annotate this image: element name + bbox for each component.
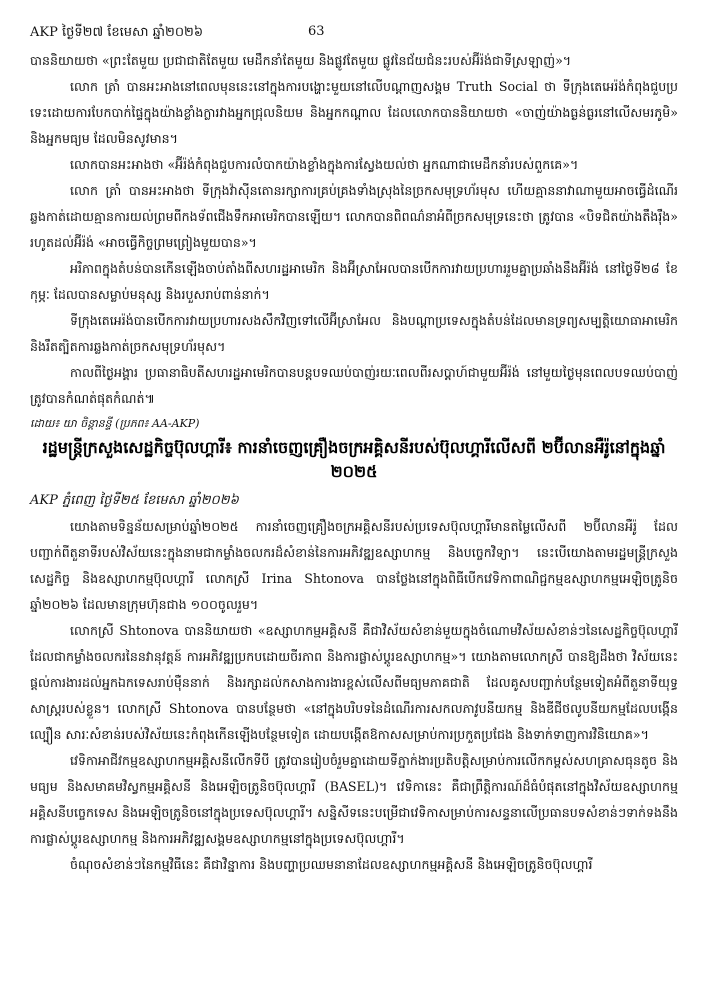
paragraph: យោងតាមទិន្នន័យសម្រាប់ឆ្នាំ២០២៥ ការនាំចេញគ្រឿងចក្រអគ្គិសនីរបស់ប្រទេសប៊ុលហ្គារីមានតម្លៃលើសពី ២ប៊ីលានអឺរ៉ូ ដែលបញ្ជាក់ពីតួនាទីរបស់វិស័យនេះក្នុងនាមជាកម្លាំងចលករដ៏សំខាន់នៃការអភិវឌ្ឍឧស្សាហកម្ម និងបច្ចេកវិទ្យា។ នេះបើយោងតាមរដ្ឋមន្ត្រីក្រសួងសេដ្ឋកិច្ច និងឧស្សាហកម្មប៊ុលហ្គារី លោកស្រី Irina Shtonova បានថ្លែងនៅក្នុងពិធីបើកវេទិកាពាណិជ្ជកម្មឧស្សាហកម្មអេឡិចត្រូនិចឆ្នាំ២០២៦ ដែលមានក្រុមហ៊ុនជាង ១០០ចូលរួម។ [30,519,678,612]
paragraph: លោក ត្រាំ បានអះអាងនៅពេលមុននេះនៅក្នុងការបង្ហោះមួយនៅលើបណ្ដាញសង្គម Truth Social ថា ទីក្រុងតេអេរ៉ង់កំពុងជួបប្រទេះដោយការបែកបាក់ផ្ទៃក្នុងយ៉ាងខ្លាំងក្លារវាងអ្នកជ្រុលនិយម និងអ្នកកណ្ដាល ដែលលោកបាននិយាយថា «ចាញ់យ៉ាងធ្ងន់ធ្ងរនៅលើសមរភូមិ» និងអ្នកមធ្យម ដែលមិនសូវមាន។ [30,79,678,146]
byline: ដោយ៖ យា ចិន្ដានន្ទី (ប្រភព៖ AA-AKP) [30,417,200,430]
paragraph: កាលពីថ្ងៃអង្គារ ប្រធានាធិបតីសហរដ្ឋអាមេរិកបានបន្តបទឈប់បាញ់រយៈពេលពីរសប្ដាហ៍ជាមួយអ៊ីរ៉ង់ នៅមួយថ្ងៃមុនពេលបទឈប់បាញ់ត្រូវបានកំណត់ផុតកំណត់៕ [30,365,678,406]
paragraph: វេទិកាអាជីវកម្មឧស្សាហកម្មអគ្គិសនីលើកទីបី ត្រូវបានរៀបចំរួមគ្នាដោយទីភ្នាក់ងារប្រតិបត្តិសម្រាប់ការលើកកម្ពស់សហគ្រាសធុនតូច និងមធ្យម និងសមាគមវិស្វកម្មអគ្គិសនី និងអេឡិចត្រូនិចប៊ុលហ្គារី (BASEL)។ វេទិកានេះ គឺជាព្រឹត្តិការណ៍ដ៏ធំបំផុតនៅក្នុងវិស័យឧស្សាហកម្មអគ្គិសនីបច្ចេកទេស និងអេឡិចត្រូនិចនៅក្នុងប្រទេសប៊ុលហ្គារី។ សន្និសីទនេះបម្រើជាវេទិកាសម្រាប់ការសន្ទនាលើប្រធានបទសំខាន់ៗទាក់ទងនឹងការផ្លាស់ប្ដូរឧស្សាហកម្ម និងការអភិវឌ្ឍសង្គមឧស្សាហកម្មនៅក្នុងប្រទេសប៊ុលហ្គារី។ [30,753,678,846]
page-header [30,24,678,48]
document-page [30,24,678,878]
paragraph: បាននិយាយថា «ព្រះតែមួយ ប្រជាជាតិតែមួយ មេដឹកនាំតែមួយ និងផ្លូវតែមួយ ផ្លូវនៃជ័យជំនះរបស់អ៊ីរ៉ង់ជាទីស្រឡាញ់»។ [30,53,572,68]
paragraph: ទីក្រុងតេអេរ៉ង់បានបើកការវាយប្រហារសងសឹកវិញទៅលើអ៊ីស្រាអែល និងបណ្ដាប្រទេសក្នុងតំបន់ដែលមានទ្រព្យសម្បត្តិយោធាអាមេរិក និងរឹតត្បិតការឆ្លងកាត់ច្រកសមុទ្រហ័រមុស។ [30,313,678,354]
page-number: 63 [308,24,325,39]
article-bulgaria [30,436,678,878]
header-date: AKP ថ្ងៃទី២៧ ខែមេសា ឆ្នាំ២០២៦ [30,25,204,40]
article-iran [30,48,678,434]
paragraph: លោក ត្រាំ បានអះអាងថា ទីក្រុងវ៉ាស៊ីនតោនរក្សាការគ្រប់គ្រងទាំងស្រុងនៃច្រកសមុទ្រហ័រមុស ហើយគ្មាននាវាណាមួយអាចធ្វើដំណើរឆ្លងកាត់ដោយគ្មានការយល់ព្រមពីកងទ័ពជើងទឹកអាមេរិកបានឡើយ។ លោកបានពិពណ៌នាអំពីច្រកសមុទ្រនេះថា ត្រូវបាន «បិទជិតយ៉ាងតឹងរ៉ឹង» រហូតដល់អ៊ីរ៉ង់ «អាចធ្វើកិច្ចព្រមព្រៀងមួយបាន»។ [30,183,678,250]
dateline: AKP ភ្នំពេញ ថ្ងៃទី២៥ ខែមេសា ឆ្នាំ២០២៦ [30,493,239,508]
paragraph: ចំណុចសំខាន់ៗនៃកម្មវិធីនេះ គឺជាវិន្នាការ និងបញ្ហាប្រឈមនានាដែលឧស្សាហកម្មអគ្គិសនី និងអេឡិចត្រូនិចប៊ុលហ្គារី [70,857,593,872]
paragraph: អរិភាពក្នុងតំបន់បានកើនឡើងចាប់តាំងពីសហរដ្ឋអាមេរិក និងអ៊ីស្រាអែលបានបើកការវាយប្រហាររួមគ្នាប្រឆាំងនឹងអ៊ីរ៉ង់ នៅថ្ងៃទី២៨ ខែកុម្ភៈ ដែលបានសម្លាប់មនុស្ស និងរបួសរាប់ពាន់នាក់។ [30,261,678,302]
paragraph: លោកបានអះអាងថា «អ៊ីរ៉ង់កំពុងជួបការលំបាកយ៉ាងខ្លាំងក្នុងការស្វែងយល់ថា អ្នកណាជាមេដឹកនាំរបស់ពួកគេ»។ [70,157,579,172]
article-headline: រដ្ឋមន្ត្រីក្រសួងសេដ្ឋកិច្ចប៊ុលហ្គារី៖ ការនាំចេញគ្រឿងចក្រអគ្គិសនីរបស់ប៊ុលហ្គារីលើសពី ២ប៊ីលានអឺរ៉ូនៅក្នុងឆ្នាំ ២០២៥ [42,438,666,481]
paragraph: លោកស្រី Shtonova បាននិយាយថា «ឧស្សាហកម្មអគ្គិសនី គឺជាវិស័យសំខាន់មួយក្នុងចំណោមវិស័យសំខាន់ៗនៃសេដ្ឋកិច្ចប៊ុលហ្គារី ដែលជាកម្លាំងចលករនៃនវានុវត្តន៍ ការអភិវឌ្ឍប្រកបដោយចីរភាព និងការផ្លាស់ប្ដូរឧស្សាហកម្ម»។ យោងតាមលោកស្រី បានឱ្យដឹងថា វិស័យនេះផ្ដល់ការងារដល់អ្នកឯកទេសរាប់ម៉ឺននាក់ និងរក្សាដល់កសាងការងារខ្ពស់លើសពីមធ្យមភាគជាតិ ដែលគូសបញ្ជាក់បន្ថែមទៀតអំពីតួនាទីយុទ្ធសាស្ត្ររបស់ខ្លួន។ លោកស្រី Shtonova បានបន្ថែមថា «នៅក្នុងបរិបទនៃដំណើរការសកលភាវូបនីយកម្ម និងឌីជីថលូបនីយកម្មដែលបង្កើនល្បឿន សារៈសំខាន់របស់វិស័យនេះកំពុងកើនឡើងបន្ថែមទៀត ដោយបង្កើតឱកាសសម្រាប់ការប្រកួតប្រជែង និងទាក់ទាញការវិនិយោគ»។ [30,623,678,742]
